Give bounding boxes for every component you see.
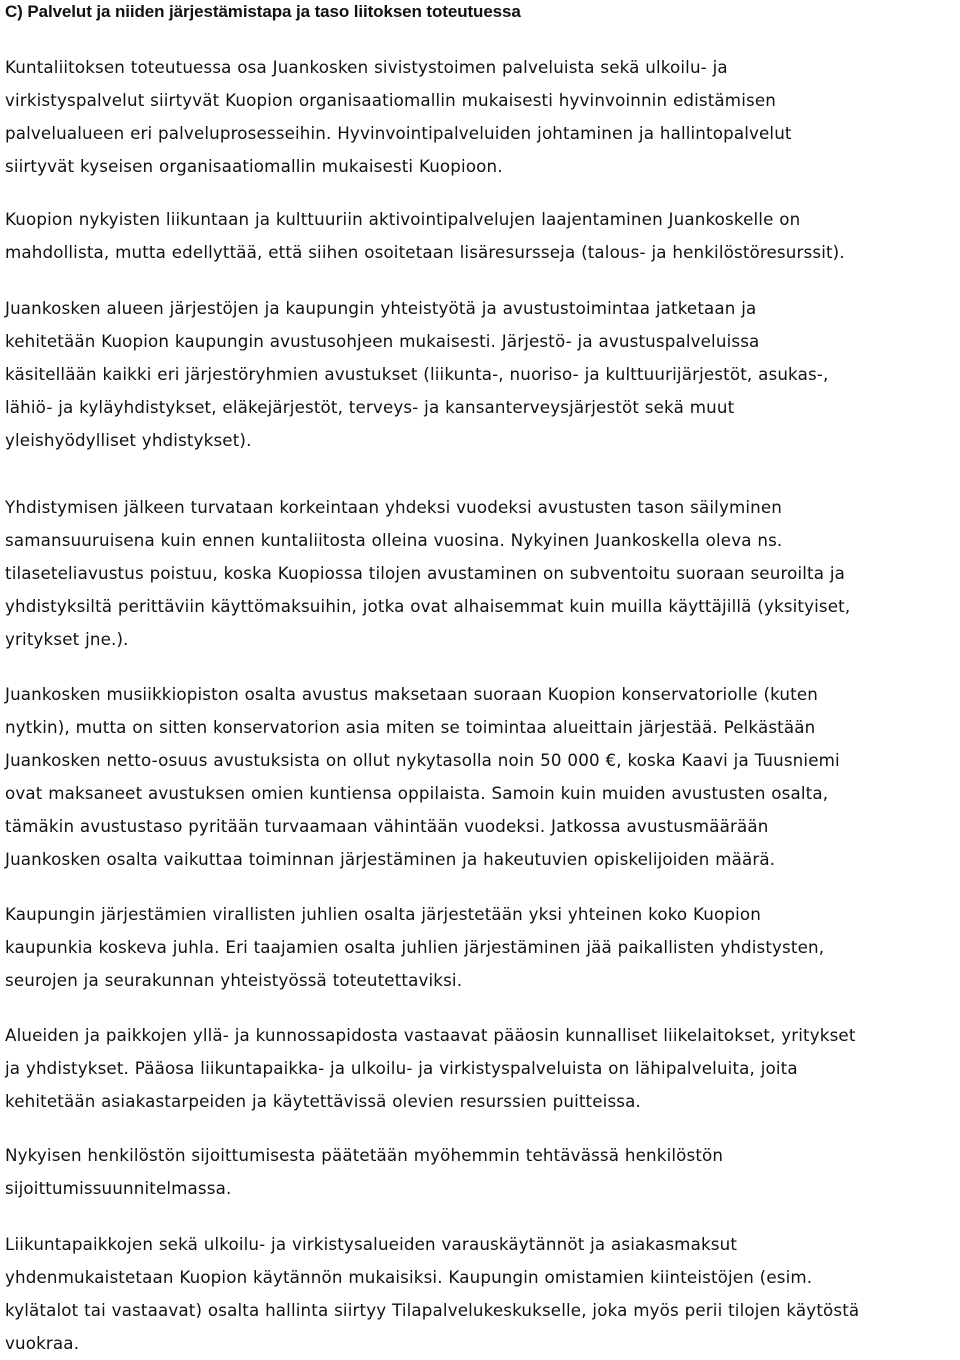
text-line: kehitetään Kuopion kaupungin avustusohjeen mukaisesti. Järjestö- ja avustuspalveluissa [5,330,760,351]
text-line: yhdistyksiltä perittäviin käyttömaksuihin, jotka ovat alhaisemmat kuin muilla käyttäjillä (yksityiset, [5,595,851,616]
text-line: käsitellään kaikki eri järjestöryhmien avustukset (liikunta-, nuoriso- ja kulttuurijärjestöt, asukas-, [5,363,829,384]
text-line: tämäkin avustustaso pyritään turvaamaan vähintään vuodeksi. Jatkossa avustusmäärään [5,815,769,836]
paragraph-5 [5,678,840,875]
text-line: samansuuruisena kuin ennen kuntaliitosta olleina vuosina. Nykyinen Juankoskella oleva ns. [5,529,783,550]
text-line: sijoittumissuunnitelmassa. [5,1177,232,1198]
text-line: Yhdistymisen jälkeen turvataan korkeintaan yhdeksi vuodeksi avustusten tason säilyminen [5,497,783,517]
text-line: ovat maksaneet avustuksen omien kuntiensa oppilaista. Samoin kuin muiden avustusten osalta, [5,782,829,803]
text-line: palvelualueen eri palveluprosesseihin. Hyvinvointipalveluiden johtaminen ja hallintopalvelut [5,122,792,143]
text-line: Kaupungin järjestämien virallisten juhlien osalta järjestetään yksi yhteinen koko Kuopion [5,904,762,924]
section-heading: C) Palvelut ja niiden järjestämistapa ja taso liitoksen toteutuessa [5,2,521,21]
text-line: Alueiden ja paikkojen yllä- ja kunnossapidosta vastaavat pääosin kunnalliset liikelaitokset, yritykset [5,1025,856,1045]
text-line: ja yhdistykset. Pääosa liikuntapaikka- ja ulkoilu- ja virkistyspalveluista on lähipalveluita, joita [5,1057,798,1078]
paragraph-9 [5,1228,859,1360]
paragraph-3 [5,292,828,457]
text-line: mahdollista, mutta edellyttää, että siihen osoitetaan lisäresursseja (talous- ja henkilöstöresurssit). [5,241,845,262]
document-page [5,0,957,1353]
text-line: vuokraa. [5,1332,80,1353]
text-line: Juankosken musiikkiopiston osalta avustus maksetaan suoraan Kuopion konservatoriolle (kuten [5,684,818,704]
text-line: nytkin), mutta on sitten konservatorion asia miten se toimintaa alueittain järjestää. Pelkästään [5,716,816,737]
paragraph-6 [5,898,824,997]
text-line: Juankosken netto-osuus avustuksista on ollut nykytasolla noin 50 000 €, koska Kaavi ja Tuusniemi [5,749,840,770]
paragraph-4 [5,491,850,656]
text-line: lähiö- ja kyläyhdistykset, eläkejärjestöt, terveys- ja kansanterveysjärjestöt sekä muut [5,396,735,417]
paragraph-2 [5,203,845,269]
paragraph-7 [5,1019,856,1118]
text-line: Juankosken osalta vaikuttaa toiminnan järjestäminen ja hakeutuvien opiskelijoiden määrä. [5,848,776,869]
text-line: Nykyisen henkilöstön sijoittumisesta päätetään myöhemmin tehtävässä henkilöstön [5,1145,724,1165]
text-line: siirtyvät kyseisen organisaatiomallin mukaisesti Kuopioon. [5,155,503,176]
text-line: yleishyödylliset yhdistykset). [5,429,252,450]
text-line: Liikuntapaikkojen sekä ulkoilu- ja virkistysalueiden varauskäytännöt ja asiakasmaksut [5,1234,738,1254]
text-line: kehitetään asiakastarpeiden ja käytettävissä olevien resurssien puitteissa. [5,1090,641,1111]
text-line: yritykset jne.). [5,628,129,649]
text-line: kaupunkia koskeva juhla. Eri taajamien osalta juhlien järjestäminen jää paikallisten yhdistysten, [5,936,825,957]
text-line: virkistyspalvelut siirtyvät Kuopion organisaatiomallin mukaisesti hyvinvoinnin edistämisen [5,89,776,110]
text-line: seurojen ja seurakunnan yhteistyössä toteutettaviksi. [5,969,463,990]
paragraph-8 [5,1139,723,1205]
text-line: Juankosken alueen järjestöjen ja kaupungin yhteistyötä ja avustustoimintaa jatketaan ja [5,298,757,318]
text-line: Kuopion nykyisten liikuntaan ja kulttuuriin aktivointipalvelujen laajentaminen Juankoskelle on [5,209,801,229]
text-line: yhdenmukaistetaan Kuopion käytännön mukaisiksi. Kaupungin omistamien kiinteistöjen (esim. [5,1266,813,1287]
text-line: tilaseteliavustus poistuu, koska Kuopiossa tilojen avustaminen on subventoitu suoraan seuroilta ja [5,562,846,583]
text-line: Kuntaliitoksen toteutuessa osa Juankosken sivistystoimen palveluista sekä ulkoilu- ja [5,57,728,77]
text-line: kylätalot tai vastaavat) osalta hallinta siirtyy Tilapalvelukeskukselle, joka myös perii tilojen käytöstä [5,1299,860,1320]
paragraph-1 [5,51,792,183]
